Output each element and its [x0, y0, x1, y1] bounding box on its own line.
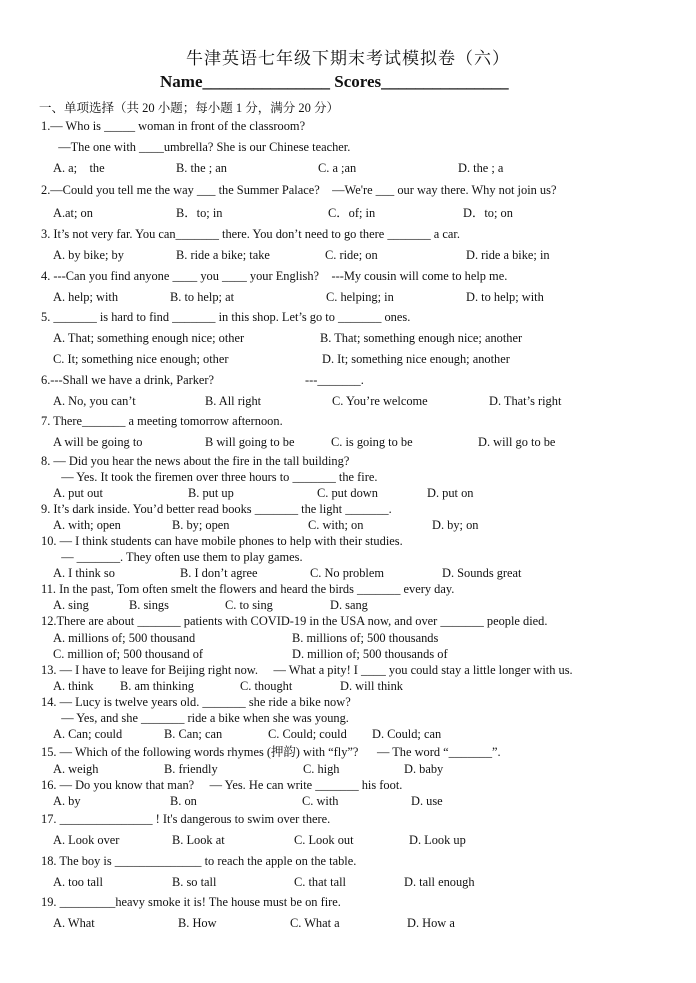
q5-option-b: B. That; something enough nice; another [320, 331, 523, 345]
q14-option-d: D. Could; can [372, 727, 442, 741]
q5-option-a: A. That; something enough nice; other [53, 331, 245, 345]
q14-option-c: C. Could; could [268, 727, 347, 741]
q4-option-a: A. help; with [53, 290, 119, 304]
q3-option-c: C. ride; on [325, 248, 378, 262]
q19-option-a: A. What [53, 916, 95, 930]
q7-option-c: C. is going to be [331, 435, 413, 449]
q5-option-c: C. It; something nice enough; other [53, 352, 229, 366]
q7-option-b: B will going to be [205, 435, 295, 449]
q18-option-d: D. tall enough [404, 875, 475, 889]
q6-option-b: B. All right [205, 394, 262, 408]
q3-option-a: A. by bike; by [53, 248, 124, 262]
q6-option-c: C. You’re welcome [332, 394, 428, 408]
q9-option-d: D. by; on [432, 518, 479, 532]
q7-option-d: D. will go to be [478, 435, 556, 449]
q5-option-d: D. It; something nice enough; another [322, 352, 510, 366]
q4-option-c: C. helping; in [326, 290, 394, 304]
q11-option-c: C. to sing [225, 598, 273, 612]
q15-option-d: D. baby [404, 762, 444, 776]
q11-option-b: B. sings [129, 598, 169, 612]
q9-option-b: B. by; open [172, 518, 230, 532]
q13-option-d: D. will think [340, 679, 403, 693]
q12-option-d: D. million of; 500 thousands of [292, 647, 448, 661]
question-6-reply: ---_______. [305, 373, 364, 387]
question-7-stem: 7. There_______ a meeting tomorrow afternoon. [41, 414, 283, 428]
q1-option-d: D. the ; a [458, 161, 504, 175]
scores-label: Scores [334, 72, 382, 91]
q8-option-c: C. put down [317, 486, 378, 500]
q1-option-c: C. a ;an [318, 161, 357, 175]
name-scores-line [160, 72, 509, 92]
q6-option-d: D. That’s right [489, 394, 562, 408]
q7-option-a: A will be going to [53, 435, 143, 449]
question-12-stem: 12.There are about _______ patients with COVID-19 in the USA now, and over _______ people died. [41, 614, 548, 628]
q16-option-c: C. with [302, 794, 339, 808]
q19-option-d: D. How a [407, 916, 455, 930]
q13-option-a: A. think [53, 679, 94, 693]
q15-option-c: C. high [303, 762, 340, 776]
question-9-stem: 9. It’s dark inside. You’d better read books _______ the light _______. [41, 502, 392, 516]
question-17-stem: 17. _______________ ! It's dangerous to swim over there. [41, 812, 331, 826]
q6-option-a: A. No, you can’t [53, 394, 136, 408]
q17-option-d: D. Look up [409, 833, 466, 847]
question-10-stem-2: — _______. They often use them to play games. [55, 550, 303, 564]
q1-option-a: A. a; the [53, 161, 105, 175]
q14-option-a: A. Can; could [53, 727, 123, 741]
q19-option-b: B. How [178, 916, 217, 930]
q8-option-a: A. put out [53, 486, 103, 500]
question-2-stem: 2.—Could you tell me the way ___ the Summer Palace? —We're ___ our way there. Why not join us? [41, 183, 557, 197]
q17-option-a: A. Look over [53, 833, 120, 847]
q18-option-b: B. so tall [172, 875, 217, 889]
q13-option-b: B. am thinking [120, 679, 194, 693]
q3-option-b: B. ride a bike; take [176, 248, 270, 262]
q4-option-d: D. to help; with [466, 290, 544, 304]
q8-option-d: D. put on [427, 486, 474, 500]
q16-option-d: D. use [411, 794, 443, 808]
name-blank: _______________ [202, 72, 330, 91]
q2-option-b: B．to; in [176, 206, 223, 220]
q12-option-a: A. millions of; 500 thousand [53, 631, 196, 645]
question-18-stem: 18. The boy is ______________ to reach the apple on the table. [41, 854, 357, 868]
q9-option-c: C. with; on [308, 518, 364, 532]
question-6-stem: 6.---Shall we have a drink, Parker? [41, 373, 215, 387]
q12-option-b: B. millions of; 500 thousands [292, 631, 439, 645]
q10-option-b: B. I don’t agree [180, 566, 258, 580]
q16-option-b: B. on [170, 794, 197, 808]
q17-option-c: C. Look out [294, 833, 354, 847]
name-label: Name [160, 72, 203, 91]
question-15-stem: 15. — Which of the following words rhymes (押韵) with “fly”? — The word “_______”. [41, 745, 501, 759]
question-14-stem: 14. — Lucy is twelve years old. _______ she ride a bike now? [41, 695, 351, 709]
q9-option-a: A. with; open [53, 518, 121, 532]
question-3-stem: 3. It’s not very far. You can_______ there. You don’t need to go there _______ a car. [41, 227, 460, 241]
q18-option-c: C. that tall [294, 875, 346, 889]
question-8-stem: 8. — Did you hear the news about the fire in the tall building? [41, 454, 350, 468]
question-11-stem: 11. In the past, Tom often smelt the flowers and heard the birds _______ every day. [41, 582, 455, 596]
q1-option-b: B. the ; an [176, 161, 227, 175]
question-10-stem: 10. — I think students can have mobile phones to help with their studies. [41, 534, 403, 548]
q16-option-a: A. by [53, 794, 81, 808]
page-title: 牛津英语七年级下期末考试模拟卷（六） [186, 49, 510, 68]
q2-option-a: A.at; on [53, 206, 93, 220]
q17-option-b: B. Look at [172, 833, 225, 847]
q18-option-a: A. too tall [53, 875, 103, 889]
q3-option-d: D. ride a bike; in [466, 248, 550, 262]
q13-option-c: C. thought [240, 679, 293, 693]
q15-option-b: B. friendly [164, 762, 218, 776]
q12-option-c: C. million of; 500 thousand of [53, 647, 204, 661]
question-19-stem: 19. _________heavy smoke it is! The house must be on fire. [41, 895, 341, 909]
q2-option-c: C．of; in [328, 206, 376, 220]
question-4-stem: 4. ---Can you find anyone ____ you ____ your English? ---My cousin will come to help me. [41, 269, 508, 283]
q10-option-d: D. Sounds great [442, 566, 522, 580]
question-14-stem-2: — Yes, and she _______ ride a bike when she was young. [55, 711, 349, 725]
q19-option-c: C. What a [290, 916, 340, 930]
question-5-stem: 5. _______ is hard to find _______ in this shop. Let’s go to _______ ones. [41, 310, 411, 324]
question-16-stem: 16. — Do you know that man? — Yes. He can write _______ his foot. [41, 778, 403, 792]
q15-option-a: A. weigh [53, 762, 99, 776]
q10-option-c: C. No problem [310, 566, 384, 580]
question-8-stem-2: — Yes. It took the firemen over three hours to _______ the fire. [55, 470, 378, 484]
scores-blank: _______________ [381, 72, 509, 91]
q2-option-d: D．to; on [463, 206, 513, 220]
q4-option-b: B. to help; at [170, 290, 235, 304]
question-1-stem: 1.— Who is _____ woman in front of the classroom? [41, 119, 306, 133]
q14-option-b: B. Can; can [164, 727, 223, 741]
q11-option-d: D. sang [330, 598, 368, 612]
section-heading: 一、单项选择（共 20 小题；每小题 1 分，满分 20 分） [39, 101, 340, 115]
question-1-stem-2: —The one with ____umbrella? She is our Chinese teacher. [52, 140, 351, 154]
question-13-stem: 13. — I have to leave for Beijing right now. — What a pity! I ____ you could stay a little longer with us. [41, 663, 573, 677]
q10-option-a: A. I think so [53, 566, 115, 580]
q8-option-b: B. put up [188, 486, 234, 500]
q11-option-a: A. sing [53, 598, 89, 612]
